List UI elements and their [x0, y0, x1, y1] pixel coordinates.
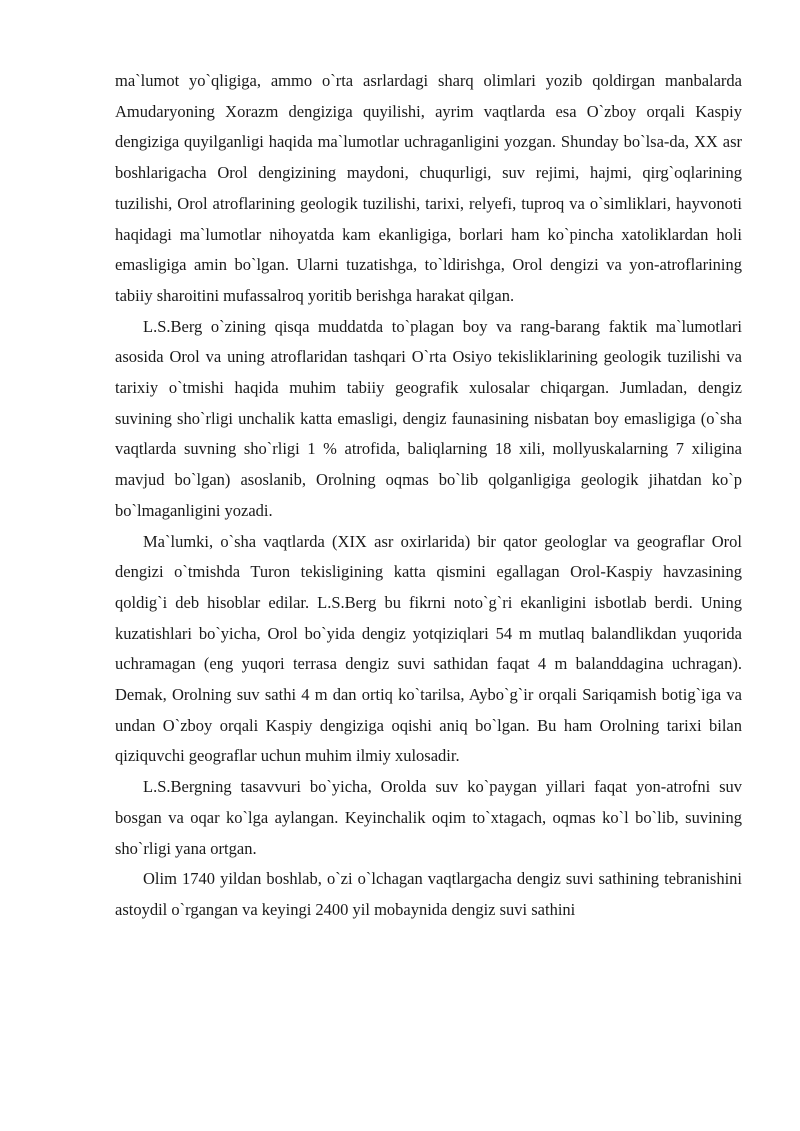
paragraph-2: L.S.Berg o`zining qisqa muddatda to`plagan boy va rang-barang faktik ma`lumotlari asosida Orol va uning atroflaridan tashqari O`rta Osiyo tekisliklarining geologik tuzilishi va tarixiy o`tmishi haqida muhim tabiiy geografik xulosalar chiqargan. Jumladan, dengiz suvining sho`rligi unchalik katta emasligi, dengiz faunasining nisbatan boy emasligiga (o`sha vaqtlarda suvning sho`rligi 1 % atrofida, baliqlarning 18 xili, mollyuskalarning 7 xiligina mavjud bo`lgan) asoslanib, Orolning oqmas bo`lib qolganligiga geologik jihatdan ko`p bo`lmaganligini yozadi. — [115, 316, 742, 520]
paragraph-4: L.S.Bergning tasavvuri bo`yicha, Orolda suv ko`paygan yillari faqat yon-atrofni suv bosgan va oqar ko`lga aylangan. Keyinchalik oqim to`xtagach, oqmas ko`l bo`lib, suvining sho`rligi yana ortgan. — [115, 777, 742, 858]
paragraph-3: Ma`lumki, o`sha vaqtlarda (XIX asr oxirlarida) bir qator geologlar va geograflar Orol dengizi o`tmishda Turon tekisligining katta qismini egallagan Orol-Kaspiy havzasining qoldig`i deb hisoblar edilar. L.S.Berg bu fikrni noto`g`ri ekanligini isbotlab berdi. Uning kuzatishlari bo`yicha, Orol bo`yida dengiz yotqiziqlari 54 m mutlaq balandlikdan yuqorida uchramagan (eng yuqori terrasa dengiz suvi sathidan faqat 4 m balanddagina uchragan). Demak, Orolning suv sathi 4 m dan ortiq ko`tarilsa, Aybo`g`ir orqali Sariqamish botig`iga va undan O`zboy orqali Kaspiy dengiziga oqishi aniq bo`lgan. Bu ham Orolning tarixi bilan qiziquvchi geograflar uchun muhim ilmiy xulosadir. — [115, 531, 742, 766]
paragraph-1: ma`lumot yo`qligiga, ammo o`rta asrlardagi sharq olimlari yozib qoldirgan manbalarda Amudaryoning Xorazm dengiziga quyilishi, ayrim vaqtlarda esa O`zboy orqali Kaspiy dengiziga quyilganligi haqida ma`lumotlar uchraganligini yozgan. Shunday bo`lsa-da, XX asr boshlarigacha Orol dengizining maydoni, chuqurligi, suv rejimi, hajmi, qirg`oqlarining tuzilishi, Orol atroflarining geologik tuzilishi, tarixi, relyefi, tuproq va o`simliklari, hayvonoti haqidagi ma`lumotlar nihoyatda kam ekanligiga, borlari ham ko`pincha xatoliklardan holi emasligiga amin bo`lgan. Ularni tuzatishga, to`ldirishga, Orol dengizi va yon-atroflarining tabiiy sharoitini mufassalroq yoritib berishga harakat qilgan. — [115, 71, 742, 305]
paragraph-5: Olim 1740 yildan boshlab, o`zi o`lchagan vaqtlargacha dengiz suvi sathining tebranishini astoydil o`rgangan va keyingi 2400 yil mobaynida dengiz suvi sathini — [115, 869, 742, 919]
